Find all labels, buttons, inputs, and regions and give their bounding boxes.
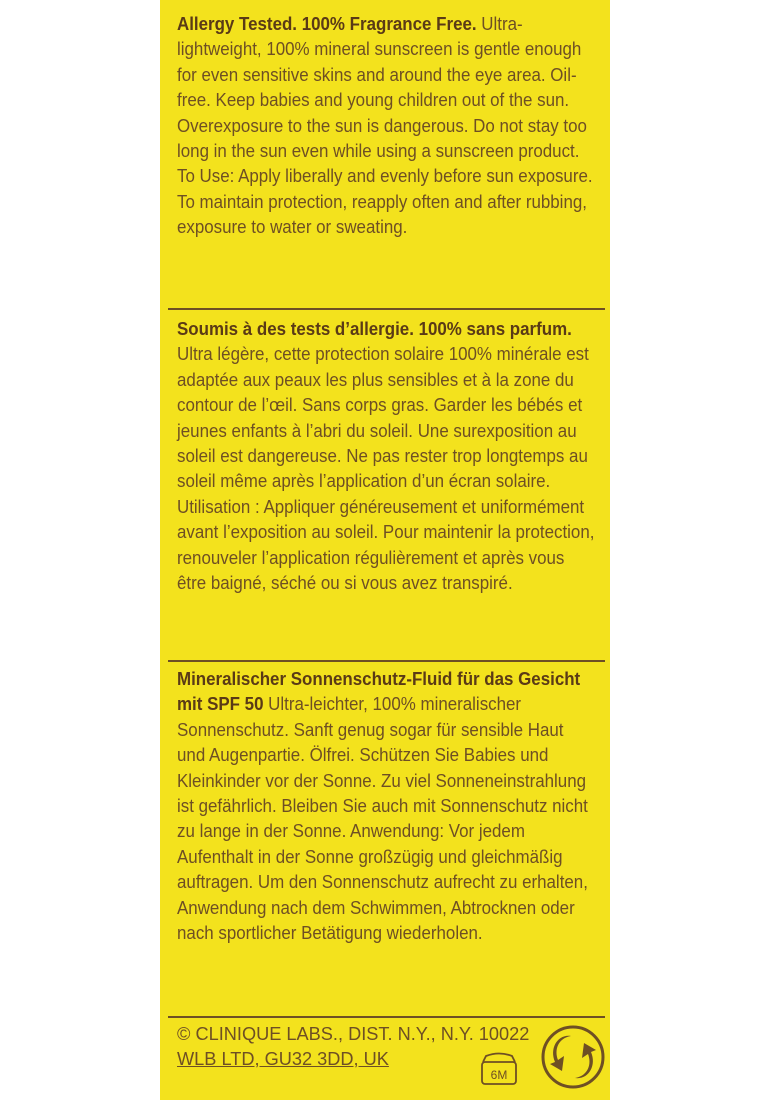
uk-address-line: WLB LTD, GU32 3DD, UK bbox=[177, 1049, 389, 1069]
pao-label: 6M bbox=[490, 1068, 508, 1082]
english-body: Ultra-lightweight, 100% mineral sunscreen is gentle enough for even sensitive skins and around the eye area. Oil-free. Keep babies and young children out of the sun. Overexposure to the sun is dangerous. Do not stay too long in the sun even while using a sunscreen product. To Use: Apply liberally and evenly before sun exposure. To maintain protection, reapply often and after rubbing, exposure to water or sweating. bbox=[177, 14, 593, 238]
period-after-opening-icon bbox=[478, 1048, 520, 1088]
section-divider bbox=[168, 660, 605, 662]
french-heading: Soumis à des tests d’allergie. 100% sans parfum. bbox=[177, 319, 572, 339]
package-panel bbox=[160, 0, 610, 1100]
section-divider bbox=[168, 308, 605, 310]
english-section bbox=[177, 12, 596, 241]
german-body: Ultra-leichter, 100% mineralischer Sonnenschutz. Sanft genug sogar für sensible Haut und Augenpartie. Ölfrei. Schützen Sie Babies und Kleinkinder vor der Sonne. Zu viel Sonneneinstrahlung ist gefährlich. Bleiben Sie auch mit Sonnenschutz nicht zu lange in der Sonne. Anwendung: Vor jedem Aufenthalt in der Sonne großzügig und gleichmäßig auftragen. Um den Sonnenschutz aufrecht zu erhalten, Anwendung nach dem Schwimmen, Abtrocknen oder nach sportlicher Betätigung wiederholen. bbox=[177, 694, 588, 944]
german-heading: Mineralischer Sonnenschutz-Fluid für das Gesicht mit SPF 50 bbox=[177, 669, 581, 715]
french-body: Ultra légère, cette protection solaire 100% minérale est adaptée aux peaux les plus sensibles et à la zone du contour de l’œil. Sans corps gras. Garder les bébés et jeunes enfants à l’abri du soleil. Une surexposition au soleil est dangereuse. Ne pas rester trop longtemps au soleil même après l’application d’un écran solaire. Utilisation : Appliquer généreusement et uniformément avant l’exposition au soleil. Pour maintenir la protection, renouveler l’application régulièrement et après vous être baigné, séché ou si vous avez transpiré. bbox=[177, 344, 595, 594]
english-heading: Allergy Tested. 100% Fragrance Free. bbox=[177, 14, 482, 34]
green-dot-recycling-icon bbox=[540, 1024, 606, 1090]
french-section bbox=[177, 317, 596, 596]
german-section bbox=[177, 667, 596, 946]
section-divider bbox=[168, 1016, 605, 1018]
distributor-line: © CLINIQUE LABS., DIST. N.Y., N.Y. 10022 bbox=[177, 1024, 530, 1044]
